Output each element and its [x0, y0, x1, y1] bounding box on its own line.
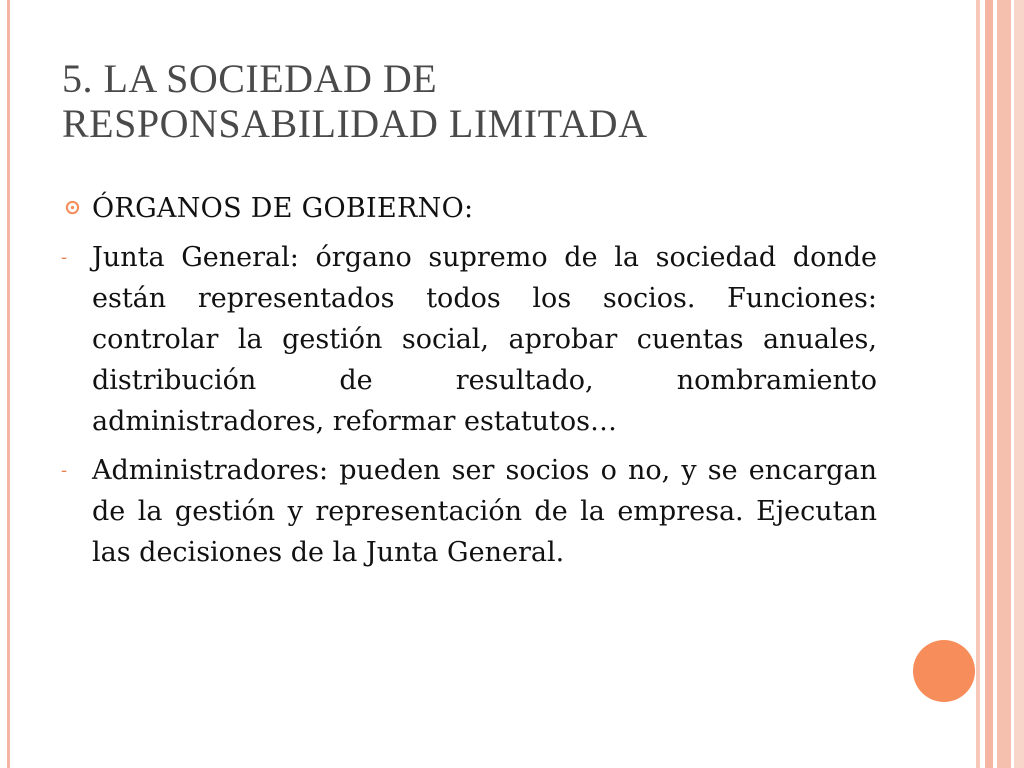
- title-line-1: 5. LA SOCIEDAD DE: [62, 56, 438, 101]
- title-line-2: RESPONSABILIDAD LIMITADA: [62, 101, 648, 146]
- bullet-text: Junta General: órgano supremo de la sociedad donde están representados todos los socios. Funciones: controlar la gestión social, aprobar cuentas anuales, distribución de resultado, nombramiento administradores, reformar estatutos…: [92, 242, 877, 437]
- right-stripe: [1014, 0, 1024, 768]
- right-stripe: [997, 0, 1011, 768]
- dash-bullet-icon: -: [61, 247, 68, 268]
- bullet-text: Administradores: pueden ser socios o no, y se encargan de la gestión y representación de la empresa. Ejecutan las decisiones de la Junta General.: [92, 455, 877, 568]
- circle-bullet-icon: [65, 200, 80, 215]
- slide-content: [61, 188, 877, 581]
- bullet-item: [61, 237, 877, 442]
- left-border-line: [7, 0, 10, 768]
- bullet-item: [61, 450, 877, 573]
- orange-circle-icon: [913, 640, 975, 702]
- right-stripe: [985, 0, 993, 768]
- slide-title: [62, 56, 942, 146]
- heading-text: ÓRGANOS DE GOBIERNO:: [92, 193, 474, 224]
- right-stripe: [976, 0, 980, 768]
- dash-bullet-icon: -: [61, 460, 68, 481]
- heading-item: [92, 188, 877, 229]
